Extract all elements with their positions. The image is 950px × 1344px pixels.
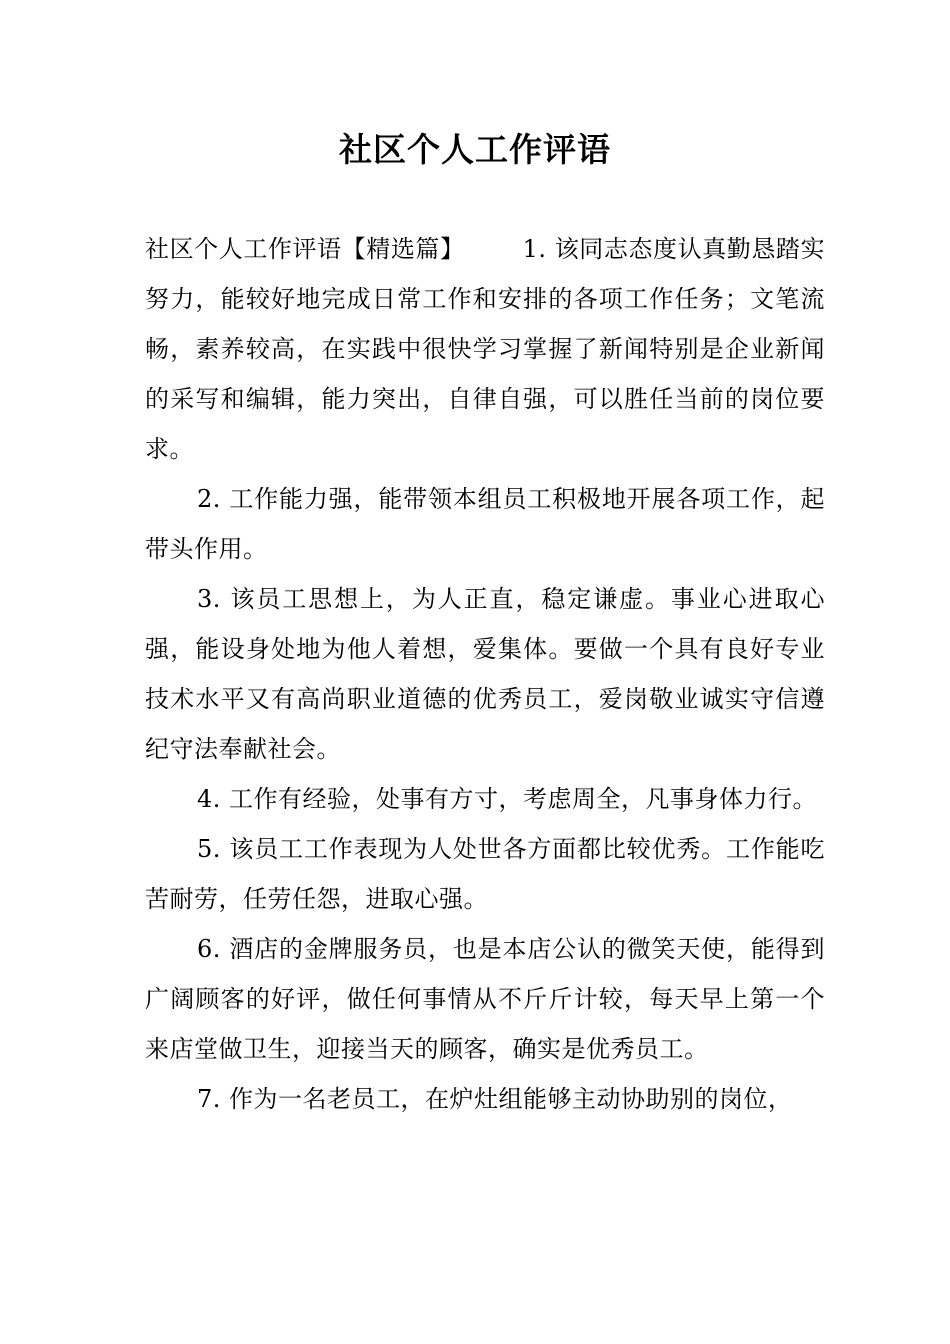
item-text: 1. 该同志态度认真勤恳踏实努力，能较好地完成日常工作和安排的各项工作任务；文笔流畅，素养较高，在实践中很快学习掌握了新闻特别是企业新闻的采写和编辑，能力突出，自律自强，可以胜任当前的岗位要求。 xyxy=(145,235,826,463)
document-title: 社区个人工作评语 xyxy=(339,130,611,169)
paragraph-5: 5. 该员工工作表现为人处世各方面都比较优秀。工作能吃苦耐劳，任劳任怨，进取心强。 xyxy=(145,835,825,913)
document-body xyxy=(145,224,825,1124)
paragraph-4: 4. 工作有经验，处事有方寸，考虑周全，凡事身体力行。 xyxy=(197,785,818,813)
paragraph-2: 2. 工作能力强，能带领本组员工积极地开展各项工作，起带头作用。 xyxy=(145,485,825,563)
paragraph-7: 7. 作为一名老员工，在炉灶组能够主动协助别的岗位， xyxy=(197,1085,793,1113)
paragraph-1 xyxy=(145,224,825,474)
paragraph-3: 3. 该员工思想上，为人正直，稳定谦虚。事业心进取心强，能设身处地为他人着想，爱集体。要做一个具有良好专业技术水平又有高尚职业道德的优秀员工，爱岗敬业诚实守信遵纪守法奉献社会。 xyxy=(145,585,825,763)
intro-label: 社区个人工作评语【精选篇】 xyxy=(145,235,465,263)
paragraph-6: 6. 酒店的金牌服务员，也是本店公认的微笑天使，能得到广阔顾客的好评，做任何事情从不斤斤计较，每天早上第一个来店堂做卫生，迎接当天的顾客，确实是优秀员工。 xyxy=(145,935,825,1063)
